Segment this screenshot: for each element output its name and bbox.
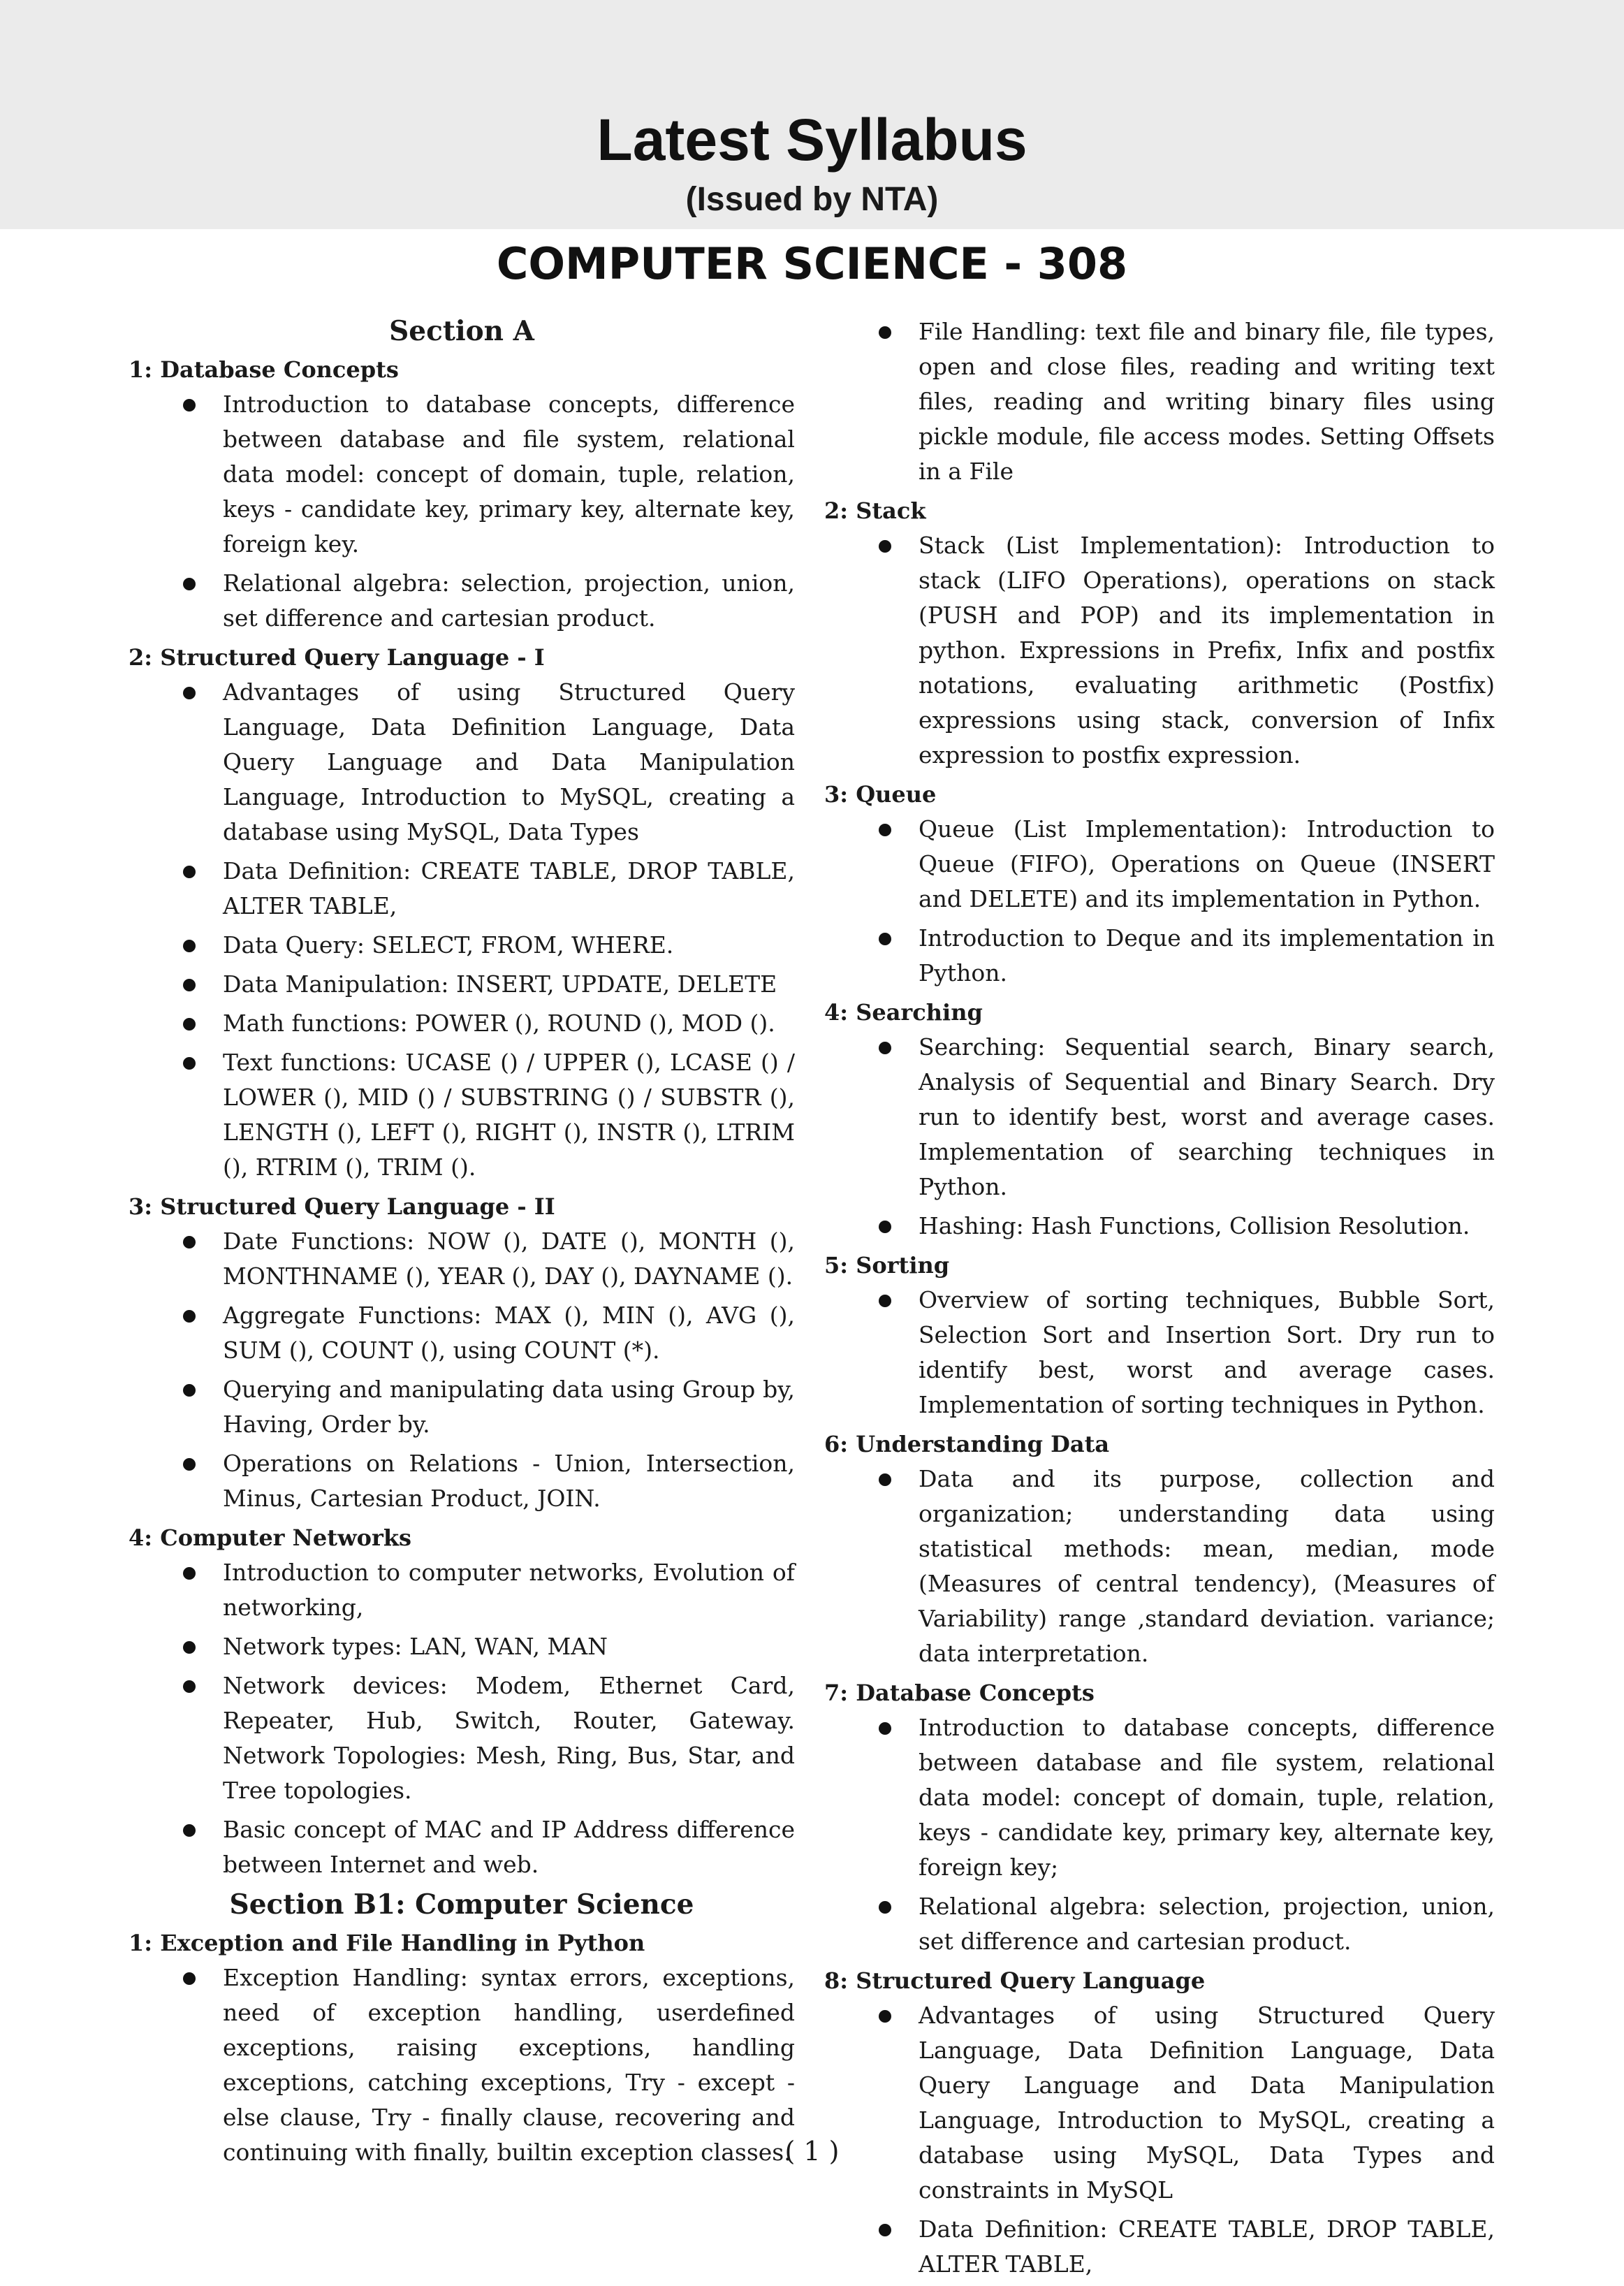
bullet-icon [183,1641,196,1654]
list-item-text: Data Definition: CREATE TABLE, DROP TABLE, ALTER TABLE, [223,857,795,919]
bullet-icon [183,979,196,991]
list-item-text: Basic concept of MAC and IP Address difference between Internet and web. [223,1816,795,1878]
topic-heading: 4: Computer Networks [129,1524,411,1551]
bullet-icon [183,1057,196,1070]
list-item [824,1998,1495,2208]
topic-heading: 8: Structured Query Language [824,1967,1206,1994]
bullet-icon [183,1310,196,1323]
bullet-icon [879,1221,891,1233]
section-a-title: Section A [389,315,534,347]
list-item-text: Relational algebra: selection, projection, union, set difference and cartesian product. [919,1893,1495,1955]
list-item-text: Network devices: Modem, Ethernet Card, Repeater, Hub, Switch, Router, Gateway. Network Topologies: Mesh, Ring, Bus, Star, and Tree topologies. [223,1672,795,1804]
topic-list [129,1224,795,1516]
list-item [129,1629,795,1664]
list-item-text: Data Query: SELECT, FROM, WHERE. [223,931,674,959]
topic-heading: 7: Database Concepts [824,1680,1095,1706]
bullet-icon [879,326,891,339]
bullet-icon [879,1295,891,1307]
list-item [824,528,1495,773]
topic-heading: 2: Structured Query Language - I [129,644,545,671]
list-item-text: Aggregate Functions: MAX (), MIN (), AVG (), SUM (), COUNT (), using COUNT (*). [223,1302,795,1364]
list-item [129,387,795,562]
list-item [824,812,1495,917]
topic-list [824,1710,1495,1959]
page-number: ( 1 ) [784,2136,840,2167]
list-item-text: Data Definition: CREATE TABLE, DROP TABLE, ALTER TABLE, [919,2215,1495,2278]
bullet-icon [879,933,891,945]
list-item [129,1446,795,1516]
list-item-text: Exception Handling: syntax errors, exceptions, need of exception handling, userdefined exceptions, raising exceptions, handling exceptions, catching exceptions, Try - except - else clause, Try - finally clause, recovering and continuing with finally, builtin exception classes. [223,1964,795,2166]
list-item [824,1462,1495,1671]
list-item [129,967,795,1002]
list-item [129,1298,795,1368]
list-item-text: Relational algebra: selection, projection, union, set difference and cartesian product. [223,569,795,632]
list-item-text: Introduction to Deque and its implementation in Python. [919,924,1495,987]
list-item-text: Network types: LAN, WAN, MAN [223,1633,608,1660]
topic-list [824,528,1495,773]
bullet-icon [183,1567,196,1580]
list-item [129,675,795,850]
list-item-text: Stack (List Implementation): Introduction to stack (LIFO Operations), operations on stack (PUSH and POP) and its implementation in python. Expressions in Prefix, Infix and postfix notations, evaluating arithmetic (Postfix) expressions using stack, conversion of Infix expression to postfix expression. [919,532,1495,769]
list-item [129,1668,795,1808]
topic-heading: 3: Structured Query Language - II [129,1193,555,1220]
list-item-text: Advantages of using Structured Query Language, Data Definition Language, Data Query Language and Data Manipulation Language, Introduction to MySQL, creating a database using MySQL, Data Types and constraints in MySQL [919,2002,1495,2204]
list-item-text: Overview of sorting techniques, Bubble Sort, Selection Sort and Insertion Sort. Dry run to identify best, worst and average cases. Implementation of sorting techniques in Python. [919,1286,1495,1418]
list-item [129,1006,795,1041]
topic-heading: 6: Understanding Data [824,1431,1110,1457]
topic-list [129,1555,795,1882]
list-item [129,566,795,636]
left-column [129,310,795,2174]
topic-list [824,1283,1495,1422]
bullet-icon [879,1473,891,1486]
topic-heading: 4: Searching [824,999,983,1026]
topic-heading: 1: Database Concepts [129,356,399,383]
bullet-icon [183,1018,196,1031]
bullet-icon [183,1972,196,1985]
bullet-icon [183,1458,196,1471]
list-item-text: Querying and manipulating data using Group by, Having, Order by. [223,1376,795,1438]
list-item [129,1224,795,1294]
list-item [824,1710,1495,1885]
list-item-text: Introduction to database concepts, difference between database and file system, relational data model: concept of domain, tuple, relation, keys - candidate key, primary key, alternate key, foreign key. [223,391,795,558]
bullet-icon [879,2224,891,2236]
list-item [824,314,1495,489]
list-item [824,921,1495,991]
topic-list [824,314,1495,489]
bullet-icon [183,399,196,412]
list-item [129,1555,795,1625]
list-item-text: Introduction to computer networks, Evolution of networking, [223,1559,795,1621]
bullet-icon [183,940,196,952]
page-subtitle: (Issued by NTA) [685,181,939,218]
list-item-text: Math functions: POWER (), ROUND (), MOD (). [223,1010,775,1037]
bullet-icon [879,1722,891,1735]
bullet-icon [183,1680,196,1693]
bullet-icon [183,1824,196,1837]
list-item-text: Hashing: Hash Functions, Collision Resolution. [919,1212,1470,1239]
list-item-text: Introduction to database concepts, difference between database and file system, relational data model: concept of domain, tuple, relation, keys - candidate key, primary key, alternate key, foreign key; [919,1714,1495,1881]
list-item [824,2212,1495,2282]
list-item [824,1030,1495,1204]
topic-list [824,1462,1495,1671]
section-b1-title: Section B1: Computer Science [229,1888,694,1921]
list-item-text: Advantages of using Structured Query Language, Data Definition Language, Data Query Language and Data Manipulation Language, Introduction to MySQL, creating a database using MySQL, Data Types [223,678,795,845]
list-item [129,854,795,924]
list-item-text: Date Functions: NOW (), DATE (), MONTH (), MONTHNAME (), YEAR (), DAY (), DAYNAME (). [223,1228,795,1290]
bullet-icon [879,540,891,553]
topic-heading: 5: Sorting [824,1252,950,1279]
bullet-icon [183,1384,196,1397]
list-item-text: Operations on Relations - Union, Intersection, Minus, Cartesian Product, JOIN. [223,1450,795,1512]
bullet-icon [183,1236,196,1248]
list-item-text: Data and its purpose, collection and organization; understanding data using statistical methods: mean, median, mode (Measures of central tendency), (Measures of Variability) range ,standard deviation. variance; data interpretation. [919,1465,1495,1667]
bullet-icon [879,1042,891,1054]
topic-heading: 3: Queue [824,781,937,808]
list-item [129,1045,795,1185]
list-item [129,1372,795,1442]
topic-list [129,387,795,636]
bullet-icon [879,2010,891,2023]
list-item-text: Queue (List Implementation): Introduction to Queue (FIFO), Operations on Queue (INSERT and DELETE) and its implementation in Python. [919,815,1495,912]
list-item [824,1889,1495,1959]
list-item [129,928,795,963]
right-column [824,314,1495,2286]
bullet-icon [183,578,196,590]
list-item-text: Searching: Sequential search, Binary search, Analysis of Sequential and Binary Search. Dry run to identify best, worst and average cases. Implementation of searching techniques in Python. [919,1033,1495,1200]
bullet-icon [879,824,891,836]
list-item [129,1812,795,1882]
list-item [824,1283,1495,1422]
bullet-icon [183,687,196,699]
list-item-text: Text functions: UCASE () / UPPER (), LCASE () / LOWER (), MID () / SUBSTRING () / SUBSTR (), LENGTH (), LEFT (), RIGHT (), INSTR (), LTRIM (), RTRIM (), TRIM (). [223,1049,795,1181]
bullet-icon [183,866,196,878]
topic-heading: 2: Stack [824,497,926,524]
list-item [824,1209,1495,1244]
page-title: Latest Syllabus [597,107,1027,173]
list-item-text: Data Manipulation: INSERT, UPDATE, DELETE [223,970,777,998]
bullet-icon [879,1901,891,1914]
topic-heading: 1: Exception and File Handling in Python [129,1930,645,1956]
topic-list [824,812,1495,991]
subject-heading: COMPUTER SCIENCE - 308 [496,238,1128,289]
topic-list [129,675,795,1185]
list-item-text: File Handling: text file and binary file, file types, open and close files, reading and writing text files, reading and writing binary files using pickle module, file access modes. Setting Offsets in a File [919,318,1495,485]
topic-list [824,1030,1495,1244]
